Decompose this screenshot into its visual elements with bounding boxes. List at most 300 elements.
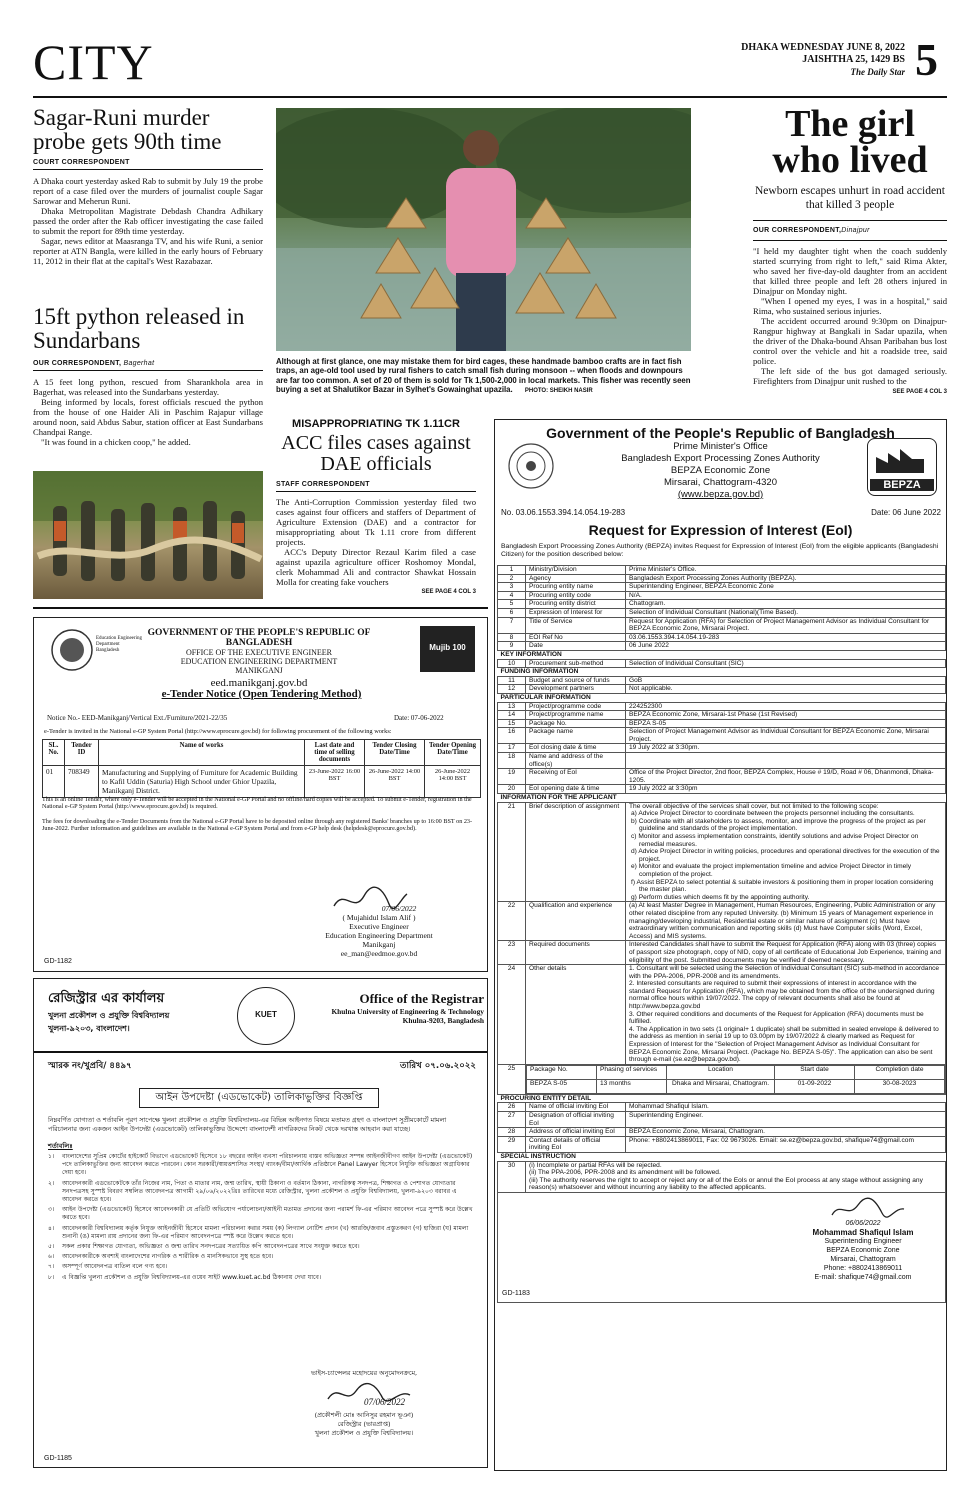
table-row [498, 659, 946, 668]
section-row [498, 794, 946, 803]
row-label: EoI closing date & time [526, 744, 626, 753]
row-value: Superintending Engineer, BEPZA Economic Zone [626, 583, 946, 592]
signer-name: ( Mujahidul Islam Alif ) [342, 913, 416, 922]
row-number: 13 [498, 702, 526, 711]
bn-univ: খুলনা প্রকৌশল ও প্রযুক্তি বিশ্ববিদ্যালয় [48, 1011, 170, 1020]
table-row [498, 608, 946, 617]
story-paragraph: "It was found in a chicken coop," he added. [41, 436, 191, 447]
main-photo [276, 108, 691, 351]
table-row [498, 1103, 946, 1112]
ad-code: GD-1182 [44, 958, 72, 965]
table-row [498, 600, 946, 609]
row-label: Date [526, 642, 626, 651]
byline-place: Bagerhat [123, 360, 155, 368]
row-value: 19 July 2022 at 3:30pm [626, 785, 946, 794]
story-paragraph: The left side of the bus got damaged seriously. Firefighters from Dinajpur unit rushed to the [753, 366, 947, 386]
row-label: Brief description of assignment [526, 802, 626, 902]
registrar-sig-intro: ভাইস-চ্যান্সেলর মহোদয়ের অনুমোদনক্রমে, [310, 1369, 418, 1377]
table-row [498, 1064, 946, 1094]
cell: BEPZA S-05 [527, 1079, 597, 1093]
registrar-conditions [48, 1153, 476, 1282]
row-value: 03.06.1553.394.14.054.19-283 [626, 633, 946, 642]
registrar-signature-block [254, 1411, 474, 1438]
story-sagar-runi [33, 106, 263, 266]
bepza-ref: No. 03.06.1553.394.14.054.19-283 [501, 508, 626, 517]
mujib-100-badge [420, 626, 475, 672]
th-selling: Last date and time of selling documents [305, 740, 365, 766]
government-seal-icon [507, 442, 555, 490]
story-kicker: MISAPPROPRIATING TK 1.11CR [292, 418, 460, 430]
table-row [498, 802, 946, 902]
section-title: SPECIAL INSTRUCTION [498, 1152, 946, 1161]
story-paragraph: A 15 feet long python, rescued from Sharankhola area in Bagerhat, was released into the Sundarbans yesterday. [33, 376, 263, 397]
tender-place: MANIKGANJ [235, 666, 283, 675]
tender-ad [33, 617, 488, 972]
story-paragraph: Dhaka Metropolitan Magistrate Debdash Chandra Adhikary passed the order after the Rab officer investigating the case failed to submit the report for 89th time yesterday. [33, 205, 263, 236]
item-num: ৮। [48, 1273, 55, 1281]
item-text: বাংলাদেশের সুপ্রিম কোর্টের হাইকোর্ট বিভাগে এডভোকেট হিসেবে ১৮ বছরের আইন ব্যবসা পরিচালনায় বাস্তব অভিজ্ঞতা সম্পন্ন আইনজীবীগণ আইন উপদেষ্টা (এডভোকেট) পদে তালিকাভুক্তির জন্য আবেদন করতে পারবেন। কোন সরকারী/স্বায়ত্তশাসিত সংস্থা/ ব্যাংক/বীমা/আর্থিক প্রতিষ্ঠানে Panel Lawyer হিসেবে নিযুক্তি অভিজ্ঞতা অগ্রাধিকার দেয়া হবে। [62, 1153, 473, 1177]
table-row [498, 719, 946, 728]
row-number: 27 [498, 1112, 526, 1128]
en-univ: Khulna University of Engineering & Technology [331, 1007, 484, 1016]
item-num: ৭। [48, 1263, 55, 1271]
item-text: এ বিজ্ঞপ্তি খুলনা প্রকৌশল ও প্রযুক্তি বিশ্ববিদ্যালয়-এর ওয়েব সাইট www.kuet.ac.bd ঠিকানায় দেখা যাবে। [62, 1273, 322, 1281]
item-text: আইন উপদেষ্টা (এডভোকেট) হিসেবে আবেদনকারী যে প্রতিটি অভিযোগ পর্যালোচনা/আইনী মতামত প্রদানের জন্য পরামর্শ ফি-এর পরিমাণ আবেদন পত্রে সুস্পষ্ট করে উল্লেখ করতে হবে। [62, 1206, 473, 1222]
package-cell [526, 1064, 946, 1094]
scope-item: c) Monitor and assess implementation constraints, identify solutions and advise Project Director on remedial measures. [631, 833, 919, 848]
table-row [498, 711, 946, 720]
row-number: 22 [498, 902, 526, 941]
row-label: Project/programme name [526, 711, 626, 720]
dateline-bangla: JAISHTHA 25, 1429 BS [802, 54, 905, 65]
bepza-logo-icon [867, 438, 937, 496]
item-text: অসম্পূর্ণ আবেদনপত্র বাতিল বলে গণ্য হবে। [62, 1263, 168, 1271]
list-item [48, 1206, 476, 1222]
bepza-logo-text: BEPZA [870, 479, 934, 491]
tender-note-2: The fees for downloading the e-Tender Documents from the National e-GP Portal have to be deposited online through any registered Banks' branches up to 16:00 BST on 23-June-2022. Further information and guidelines are available in the National e-GP System Portal and from e-GP help desk (helpdesk@eprocure.gov.bd). [42, 818, 473, 833]
story-acc [276, 418, 476, 595]
row-number: 10 [498, 659, 526, 668]
th-works: Name of works [99, 740, 305, 766]
story-paragraph: The accident occurred around 9:30pm on Dinajpur-Rangpur highway at Bangkali in Sadar upazila, when the driver of the Dhaka-bound Ahsan Paribahan bus lost control over the vehicle and hit a roadside tree, said police. [753, 316, 947, 366]
row-number: 9 [498, 642, 526, 651]
detail-item: 2. Interested consultants are required to submit their expressions of interest in accordance with the standard Request for Application (RFA), which may be obtained from the office of the undersigned during normal office hours within 19/07/2022. The copy of relevant documents shall also be found at http://www.bepza.gov.bd [629, 980, 935, 1011]
story-headline: 15ft python released in Sundarbans [33, 304, 245, 354]
row-number: 4 [498, 591, 526, 600]
section-title: INFORMATION FOR THE APPLICANT [498, 794, 946, 803]
row-label: Designation of official inviting EoI [526, 1112, 626, 1128]
en-office: Office of the Registrar [359, 991, 484, 1006]
story-paragraph: A Dhaka court yesterday asked Rab to submit by July 19 the probe report of a case filed over the murders of journalist couple Sagar Sarowar and Meherun Runi. [33, 175, 263, 206]
bepza-url[interactable]: (www.bepza.gov.bd) [677, 489, 764, 500]
section-title: PROCURING ENTITY DETAIL [498, 1094, 946, 1103]
row-value: BEPZA Economic Zone, Mirsarai, Chattogram. [626, 1128, 946, 1137]
python-photo [33, 471, 263, 599]
sig-date: 07/06/2022 [381, 904, 417, 913]
cell: 01-09-2022 [775, 1079, 855, 1093]
table-row [498, 574, 946, 583]
signature-row [498, 1192, 946, 1302]
th-opening: Tender Opening Date/Time [425, 740, 481, 766]
story-headline: ACC files cases against DAE officials [281, 432, 471, 475]
scope-intro: The overall objective of the services shall cover, but not limited to the following scope: [629, 802, 879, 810]
special-instructions [526, 1161, 946, 1192]
row-number: 17 [498, 744, 526, 753]
row-label: Budget and source of funds [526, 676, 626, 685]
row-value: (a) At least Master Degree in Management, Human Resources, Engineering, Public Administration or any other related discipline from any reputed University. (b) Minimum 15 years of Management experience in managing/developing industrial, Residential estate or similar nature of assignment (c) Must have extraordinary written communication and reporting skills (d) Must have Computer skills (Word, Excel, Access) and MIS systems. [626, 902, 946, 941]
tender-date: Date: 07-06-2022 [394, 714, 444, 722]
table-row [498, 702, 946, 711]
story-headline: Sagar-Runi murder probe gets 90th time [33, 105, 222, 155]
item-num: ৬। [48, 1253, 55, 1261]
row-number: 11 [498, 676, 526, 685]
paper-name: The Daily Star [850, 67, 905, 77]
page-number: 5 [915, 34, 938, 85]
table-row [498, 1128, 946, 1137]
row-value: Selection of Individual Consultant (SIC) [626, 659, 946, 668]
row-number: 7 [498, 617, 526, 633]
main-photo-art [276, 108, 691, 351]
row-number: 24 [498, 965, 526, 1065]
row-value: Phone: +8802413869011, Fax: 02 9673026. Email: se.ez@bepza.gov.bd, shafique74@gmail.com [626, 1136, 946, 1152]
story-byline [33, 360, 263, 367]
detail-item: 4. The Application in two sets (1 original+ 1 duplicate) shall be submitted in sealed envelope & delivered to the address as mention in serial 19 up to 03.00pm by 19/07/2022 & clearly marked as Request for Expression of Interest for the "Selection of Project Management Advisor as Individual Consultant for BEPZA Economic Zone, Mirsarai Project. (Package No. BEPZA S-05)". The application can also be sent through e-mail (se.ez@bepza.gov.bd). [629, 1025, 939, 1064]
eed-logo-text: Education Engineering Department Bangladesh [96, 636, 142, 653]
row-label: Title of Service [526, 617, 626, 633]
photo-caption [276, 357, 691, 397]
registrar-title-text: আইন উপদেষ্টা (এডভোকেট) তালিকাভুক্তির বিজ্ঞপ্তি [155, 1092, 363, 1103]
story-paragraph: Sagar, news editor at Maasranga TV, and his wife Runi, a senior reporter at ATN Bangla, were killed in the early hours of February 11, 2012 in their flat at the capital's West Razabazar. [33, 235, 263, 266]
bepza-date: Date: 06 June 2022 [871, 508, 941, 517]
cell: 30-08-2023 [855, 1079, 945, 1093]
story-python [33, 305, 263, 447]
bepza-zone: BEPZA Economic Zone [670, 465, 771, 476]
caption-text: Although at first glance, one may mistake them for bird cages, these handmade bamboo crafts are in fact fish traps, an age-old tool used by rural fishers to catch small fish during monsoon -- when floods and downpours are far too common. A set of 20 of them is sold for Tk 1,500-2,000 in local markets. This fisher was recently seen buying a set at Shalutikor Bazar in Sylhet's Gowainghat upazila. [276, 357, 691, 395]
row-number: 16 [498, 728, 526, 744]
section-row [498, 693, 946, 702]
table-row [498, 617, 946, 633]
eoi-table [497, 565, 946, 1303]
registrar-title [139, 1088, 379, 1108]
th-closing: Tender Closing Date/Time [365, 740, 425, 766]
cell: 01 [43, 766, 65, 798]
byline-text: OUR CORRESPONDENT, [753, 226, 842, 234]
scope-item: b) Coordinate with all stakeholders to assess, monitor, and improve the progress of the project as per guideline and standards of the project implementation. [631, 817, 926, 833]
signer-line: E-mail: shafique74@gmail.com [814, 1273, 912, 1281]
th-sl: SL. No. [43, 740, 65, 766]
bepza-intro: Bangladesh Export Processing Zones Authority (BEPZA) invites Request for Expression of Interest (EoI) from the eligible applicants (Bangladeshi Citizen) for the position described below: [501, 543, 939, 558]
row-number: 12 [498, 685, 526, 694]
bn-office: রেজিস্ট্রার এর কার্যালয় [48, 991, 165, 1006]
section-title: FUNDING INFORMATION [498, 668, 946, 677]
table-row [498, 1136, 946, 1152]
cell: 26-June-2022 14:00 BST [425, 766, 481, 798]
row-value: N/A. [626, 591, 946, 600]
table-row [498, 769, 946, 785]
row-value: Request for Application (RFA) for Selection of Project Management Advisor as Individual Consultant for BEPZA Economic Zone, Mirsarai Project. [626, 617, 946, 633]
registrar-header-en [304, 991, 484, 1025]
en-city: Khulna-9203, Bangladesh [402, 1016, 484, 1025]
cell: Completion date [855, 1065, 945, 1079]
row-label: EoI opening date & time [526, 785, 626, 794]
row-number: 23 [498, 941, 526, 965]
instruction-item: (i) Incomplete or partial RFAs will be rejected. [529, 1161, 662, 1169]
row-label: Package No. [526, 719, 626, 728]
scope-item: e) Monitor and evaluate the project implementation timeline and advice Project Director in timely completion of the project. [631, 863, 912, 878]
row-value: Not applicable. [626, 685, 946, 694]
row-label: Qualification and experience [526, 902, 626, 941]
kuet-logo-icon [237, 987, 295, 1045]
row-number: 20 [498, 785, 526, 794]
bepza-office: Prime Minister's Office [673, 441, 768, 452]
row-label: Procuring entity code [526, 591, 626, 600]
signer-dept: Education Engineering Department [325, 931, 433, 940]
signer-univ: খুলনা প্রকৌশল ও প্রযুক্তি বিশ্ববিদ্যালয়। [314, 1429, 414, 1437]
registrar-ad [33, 978, 488, 1468]
python-photo-art [33, 471, 263, 599]
section-title: PARTICULAR INFORMATION [498, 693, 946, 702]
item-text: আবেদনকারী এডভোকেটকে তাঁর নিজের নাম, পিতা ও মাতার নাম, জন্ম তারিখ, স্থায়ী ঠিকানা ও বর্তমান ঠিকানা, নাগরিকত্ব সনদপত্র, শিক্ষাগত ও পেশাগত যোগ্যতার সনদপত্রসহ সুস্পষ্ট বিবরণ সম্বলিত আবেদনপত্র আগামী ২৯/০৬/২০২২খ্রিঃ তারিখের মধ্যে রেজিস্ট্রার, খুলনা প্রকৌশল ও প্রযুক্তি বিশ্ববিদ্যালয়, খুলনা-৯২০৩ বরাবর এ আবেদন করতে হবে। [62, 1179, 457, 1204]
story-paragraph: The Anti-Corruption Commission yesterday filed two cases against four officers and staffers of Department of Agriculture Extension (DAE) and a contractor for misappropriating about Tk 1.11 crore from different projects. [276, 496, 476, 547]
story-paragraph: "When I opened my eyes, I was in a hospital," said Rima, who sustained serious injuries. [753, 296, 947, 316]
table-row [498, 941, 946, 965]
bepza-authority: Bangladesh Export Processing Zones Authority [621, 453, 820, 464]
story-jump[interactable]: SEE PAGE 4 COL 3 [892, 389, 947, 395]
ad-code: GD-1185 [44, 1455, 72, 1462]
item-num: ৪। [48, 1224, 55, 1232]
table-row [498, 744, 946, 753]
row-value: Bangladesh Export Processing Zones Authority (BEPZA). [626, 574, 946, 583]
list-item [48, 1243, 476, 1251]
dateline [700, 42, 905, 78]
story-byline: COURT CORRESPONDENT [33, 159, 130, 167]
detail-item: 1. Consultant will be selected using the Selection of Individual Consultant (SIC) sub-method in accordance with the PPA-2006, PPR-2008 and its amendments. [629, 965, 940, 980]
row-number: 21 [498, 802, 526, 902]
tender-url[interactable]: eed.manikganj.gov.bd [210, 677, 308, 689]
list-item [48, 1180, 476, 1205]
registrar-intro: নিম্নবর্ণিত যোগ্যতা ও শর্তাবলি পূরণ সাপেক্ষে খুলনা প্রকৌশল ও প্রযুক্তি বিশ্ববিদ্যালয়-এর বিভিন্ন আইনগত বিষয়ে মতামত গ্রহণ ও বাংলাদেশ সুপ্রীমকোর্টে মামলা পরিচালনার জন্য একজন আইন উপদেষ্টা (এডভোকেট) তালিকাভুক্তির উদ্দেশ্যে বাংলাদেশী নাগরিকদের নিকট থেকে দরখাস্ত আহবান করা যাচ্ছে। [48, 1116, 447, 1133]
factory-icon [872, 443, 932, 475]
table-row [498, 902, 946, 941]
list-item [48, 1153, 476, 1178]
row-number: 2 [498, 574, 526, 583]
bn-city: খুলনা-৯২০৩, বাংলাদেশ। [48, 1024, 130, 1033]
section-row [498, 650, 946, 659]
dateline-date: DHAKA WEDNESDAY JUNE 8, 2022 [741, 42, 905, 53]
table-row [498, 685, 946, 694]
row-value: GoB [626, 676, 946, 685]
row-number: 8 [498, 633, 526, 642]
table-row [498, 785, 946, 794]
row-value: Mohammad Shafiqul Islam. [626, 1103, 946, 1112]
registrar-cond-title: শর্তাবলিঃ [48, 1142, 73, 1150]
item-num: ১। [48, 1153, 55, 1160]
row-value: Interested Candidates shall have to submit the Request for Application (RFA) along with 03 (three) copies of passport size photograph, copy of NID, copy of all certificate of Educational Job Experience, training and eligibility of the post. Submitted documents may be verified if deemed necessary. [626, 941, 946, 965]
item-num: ২। [48, 1179, 55, 1187]
row-label: Other details [526, 965, 626, 1065]
tender-gov: GOVERNMENT OF THE PEOPLE'S REPUBLIC OF BANGLADESH [147, 628, 371, 648]
row-label: Required documents [526, 941, 626, 965]
registrar-header-bn [48, 989, 238, 1036]
row-label: Address of official inviting EoI [526, 1128, 626, 1137]
signer-line: Superintending Engineer [824, 1237, 902, 1245]
row-value: Prime Minister's Office. [626, 566, 946, 575]
row-number: 3 [498, 583, 526, 592]
row-label: Ministry/Division [526, 566, 626, 575]
item-num: ৫। [48, 1243, 55, 1251]
section-title: CITY [33, 34, 154, 90]
story-byline [753, 227, 947, 234]
table-row [498, 728, 946, 744]
table-row [43, 766, 481, 798]
table-row [527, 1065, 945, 1079]
th-id: Tender ID [65, 740, 99, 766]
table-row [498, 965, 946, 1065]
cell: Dhaka and Mirsarai, Chattogram. [667, 1079, 775, 1093]
row-value: BEPZA Economic Zone, Mirsarai-1st Phase (1st Revised) [626, 711, 946, 720]
row-value: Office of the Project Director, 2nd floor, BEPZA Complex, House # 19/D, Road # 06, Dhanmondi, Dhaka-1205. [626, 769, 946, 785]
tender-intro: e-Tender is invited in the National e-GP System Portal (http://www.eprocure.gov.bd) for following procurement of the following works: [44, 728, 392, 735]
row-number: 15 [498, 719, 526, 728]
campaign-text: Mujib 100 [429, 643, 466, 652]
bepza-gov: Government of the People's Republic of Bangladesh [546, 425, 895, 441]
kuet-logo-text: KUET [255, 1010, 277, 1019]
ad-code: GD-1183 [502, 1290, 530, 1298]
tender-header [134, 628, 384, 689]
tender-title: e-Tender Notice (Open Tendering Method) [161, 688, 362, 700]
list-item [48, 1253, 476, 1261]
list-item [48, 1263, 476, 1271]
row-label: Name of official inviting EoI [526, 1103, 626, 1112]
story-headline: The girl who lived [772, 103, 928, 181]
story-byline: STAFF CORRESPONDENT [276, 481, 370, 488]
story-deck: Newborn escapes unhurt in road accident that killed 3 people [755, 185, 945, 211]
cell: 13 months [597, 1079, 667, 1093]
row-value [626, 753, 946, 769]
item-text: আবেদনকারীকে অবশ্যই বাংলাদেশের নাগরিক ও শারীরিক ও মানসিকভাবে সুস্থ হতে হবে। [62, 1253, 274, 1261]
item-text: সকল প্রকার শিক্ষাগত যোগ্যতা, অভিজ্ঞতা ও জন্ম তারিখ সনদপত্রের সত্যায়িত কপি আবেদনপত্রের সাথে সংযুক্ত করতে হবে। [62, 1243, 360, 1251]
bepza-ad [494, 419, 947, 1471]
row-number: 6 [498, 608, 526, 617]
eed-logo-icon [50, 628, 94, 672]
table-row [527, 1079, 945, 1093]
signer-line: Phone: +8802413869011 [823, 1264, 903, 1272]
tender-note-1: This is an online Tender, where only e-Tender will be accepted in the National e-GP Portal and no offline/hard copies will be accepted. To submit e-Tender, registration in the National e-GP System Portal (http://www.eprocure.gov.bd) is required. [42, 796, 472, 811]
byline-place: Dinajpur [841, 226, 870, 234]
row-label: Project/programme code [526, 702, 626, 711]
signer-title: রেজিস্ট্রার (ভারপ্রাপ্ত) [337, 1420, 391, 1428]
scope-item: g) Perform duties which deems fit by the appointing authority. [631, 893, 810, 901]
photo-credit: PHOTO: SHEIKH NASIR [524, 388, 593, 395]
row-value: 19 July 2022 at 3:30pm. [626, 744, 946, 753]
instruction-item: (iii) The authority reserves the right to accept or reject any or all of the EoIs or annul the EoI process at any stage without assigning any reason(s) whatsoever and without incurring any liability to the affected applicants. [529, 1176, 923, 1192]
row-value: BEPZA S-05 [626, 719, 946, 728]
row-label: Procuring entity district [526, 600, 626, 609]
story-paragraph: ACC's Deputy Director Rezaul Karim filed a case against upazila agriculture officer Roshomoy Mondal, clerk Mohammad Ali and contractor Shawkat Hossain Molla for creating fake vouchers [276, 546, 476, 587]
item-num: ৩। [48, 1206, 55, 1214]
story-paragraph: Being informed by locals, forest officials rescued the python from the house of one Haider Ali in Paschim Rajapur village around noon, said Abdus Sabur, station officer at East Sundarbans Chandpai Range. [33, 396, 263, 437]
row-value: 224252300 [626, 702, 946, 711]
signature-cell [498, 1192, 946, 1302]
tender-signature-block [284, 904, 474, 958]
row-number: 26 [498, 1103, 526, 1112]
byline-text: OUR CORRESPONDENT, [33, 360, 122, 368]
row-label: Development partners [526, 685, 626, 694]
registrar-sig-date: 07/06/2022 [364, 1397, 406, 1407]
cell: Manufacturing and Supplying of Furniture for Academic Building to Kafil Uddin (Saturia) High School under Ghior Upazila, Manikganj District. [99, 766, 305, 798]
signer-name: Mohammad Shafiqul Islam [812, 1227, 914, 1237]
row-number: 28 [498, 1128, 526, 1137]
row-label: Expression of Interest for [526, 608, 626, 617]
cell: 23-June-2022 16:00 BST [305, 766, 365, 798]
tender-office: OFFICE OF THE EXECUTIVE ENGINEER [185, 648, 333, 657]
row-number: 30 [498, 1161, 526, 1192]
sig-date: 06/06/2022 [845, 1219, 881, 1227]
row-value [626, 965, 946, 1065]
package-table [526, 1065, 945, 1094]
registrar-date: তারিখ ০৭.০৬.২০২২ [400, 1061, 476, 1071]
story-paragraph: "I held my daughter tight when the coach suddenly started scurrying from right to left," said Rima Akter, who saved her five-day-old daughter from an accident that killed three people and left 28 others injured in Dinajpur on Monday night. [753, 246, 947, 296]
section-row [498, 1152, 946, 1161]
table-row [498, 633, 946, 642]
cell: 26-June-2022 14:00 BST [365, 766, 425, 798]
table-row [498, 1112, 946, 1128]
list-item [48, 1225, 476, 1241]
table-row [498, 566, 946, 575]
cell: Start date [775, 1065, 855, 1079]
table-header-row [43, 740, 481, 766]
registrar-memo: স্মারক নং/খুপ্রবি/ ৪৪৯৭ [48, 1061, 132, 1071]
table-row [498, 753, 946, 769]
scope-item: a) Advice Project Director to coordinate between the projects personnel including the consultants. [631, 810, 915, 818]
section-row [498, 668, 946, 677]
row-label: EOI Ref No [526, 633, 626, 642]
cell: 708349 [65, 766, 99, 798]
instruction-item: (ii) The PPA-2006, PPR-2008 and its amendment will be followed. [529, 1169, 721, 1177]
table-row [498, 583, 946, 592]
signer-title: Executive Engineer [349, 922, 409, 931]
list-item [48, 1274, 476, 1282]
row-label: Receiving of EoI [526, 769, 626, 785]
detail-item: 3. Other required conditions and documents of the Request for Application (RFA) documents must be fulfilled. [629, 1010, 924, 1026]
row-label: Package name [526, 728, 626, 744]
row-label: Procuring entity name [526, 583, 626, 592]
row-value: Chattogram. [626, 600, 946, 609]
signer-email[interactable]: ee_man@eedmoe.gov.bd [340, 949, 418, 958]
story-jump[interactable]: SEE PAGE 4 COL 3 [421, 588, 476, 595]
signer-line: Mirsarai, Chattogram [830, 1255, 896, 1263]
tender-dept: EDUCATION ENGINEERING DEPARTMENT [180, 657, 338, 666]
row-value: Selection of Project Management Advisor as Individual Consultant for BEPZA Economic Zone, Mirsarai Project. [626, 728, 946, 744]
story-girl [753, 103, 947, 395]
row-number: 1 [498, 566, 526, 575]
signer-name: (প্রকৌশলী মোঃ আনিসুর রহমান ভূঞা) [314, 1411, 414, 1419]
cell: Location [667, 1065, 775, 1079]
row-label: Contact details of official inviting EoI [526, 1136, 626, 1152]
row-number: 29 [498, 1136, 526, 1152]
bepza-addr: Mirsarai, Chattogram-4320 [664, 477, 777, 488]
row-number: 5 [498, 600, 526, 609]
row-value: Selection of Individual Consultant (National)(Time Based). [626, 608, 946, 617]
table-row [498, 642, 946, 651]
table-row [498, 1161, 946, 1192]
scope-item: f) Assist BEPZA to select potential & suitable investors & positioning them in proper location considering the master plan. [631, 878, 934, 894]
bepza-title: Request for Expression of Interest (EoI) [588, 522, 853, 538]
cell: Phasing of services [597, 1065, 667, 1079]
row-value: Superintending Engineer. [626, 1112, 946, 1128]
tender-notice-no: Notice No.- EED-Manikganj/Vertical Ext./Furniture/2021-22/35 [47, 714, 228, 722]
row-label: Agency [526, 574, 626, 583]
